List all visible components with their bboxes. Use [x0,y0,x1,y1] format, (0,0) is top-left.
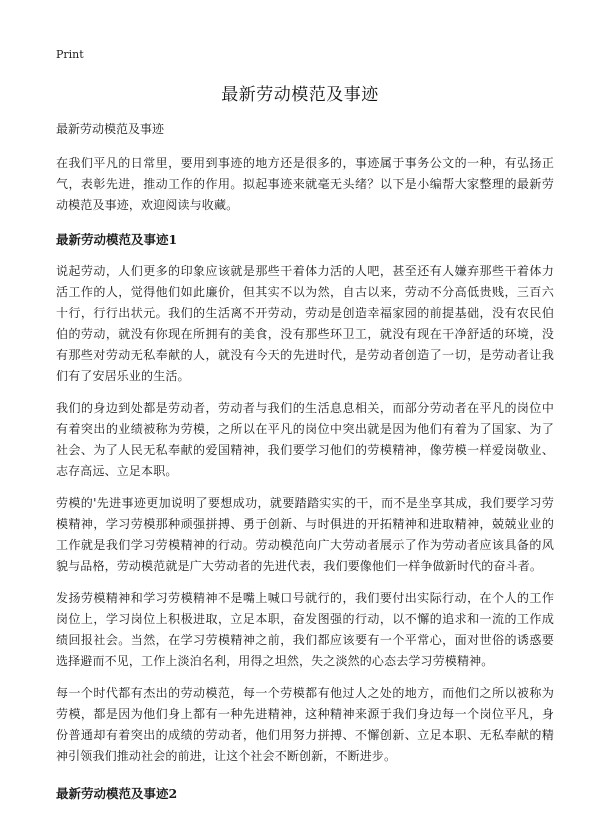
document-body [56,120,554,815]
section-heading-2: 最新劳动模范及事迹2 [56,786,178,801]
section-1-paragraph-3: 劳模的'先进事迹更加说明了要想成功，就要踏踏实实的干，而不是坐享其成，我们要学习劳模精神，学习劳模那种顽强拼搏、勇于创新、与时俱进的开拓精神和进取精神，兢兢业业的工作就是我们学习劳模精神的行动。劳动模范向广大劳动者展示了作为劳动者应该具备的风貌与品格，劳动模范就是广大劳动者的先进代表，我们要像他们一样争做新时代的奋斗者。 [56,496,554,573]
section-1-paragraph-1: 说起劳动，人们更多的印象应该就是那些干着体力活的人吧，甚至还有人嫌弃那些干着体力活工作的人，觉得他们如此廉价，但其实不以为然，自古以来，劳动不分高低贵贱，三百六十行，行行出状元。我们的生活离不开劳动，劳动是创造幸福家园的前提基础，没有农民伯伯的劳动，就没有你现在所拥有的美食，没有那些环卫工，就没有现在干净舒适的环境，没有那些对劳动无私奉献的人，就没有今天的先进时代，是劳动者创造了一切，是劳动者让我们有了安居乐业的生活。 [56,264,554,383]
section-heading-1: 最新劳动模范及事迹1 [56,232,178,247]
section-1-paragraph-2: 我们的身边到处都是劳动者，劳动者与我们的生活息息相关，而部分劳动者在平凡的岗位中有着突出的业绩被称为劳模，之所以在平凡的岗位中突出就是因为他们有着为了国家、为了社会、为了人民无私奉献的爱国精神，我们要学习他们的劳模精神，像劳模一样爱岗敬业、志存高远、立足本职。 [56,401,554,478]
print-link[interactable]: Print [56,48,84,61]
document-subtitle: 最新劳动模范及事迹 [56,122,165,136]
section-1-paragraph-5: 每一个时代都有杰出的劳动模范，每一个劳模都有他过人之处的地方，而他们之所以被称为劳模，都是因为他们身上都有一种先进精神，这种精神来源于我们身边每一个岗位平凡，身份普通却有着突出的成绩的劳动者，他们用努力拼搏、不懈创新、立足本职、无私奉献的精神引领我们推动社会的前进，让这个社会不断创新，不断进步。 [56,686,554,763]
document-title: 最新劳动模范及事迹 [221,85,379,105]
intro-paragraph: 在我们平凡的日常里，要用到事迹的地方还是很多的，事迹属于事务公文的一种，有弘扬正气，表彰先进，推动工作的作用。拟起事迹来就毫无头绪？以下是小编帮大家整理的最新劳动模范及事迹，欢迎阅读与收藏。 [56,156,554,212]
section-1-paragraph-4: 发扬劳模精神和学习劳模精神不是嘴上喊口号就行的，我们要付出实际行动，在个人的工作岗位上，学习岗位上积极进取，立足本职，奋发图强的行动，以不懈的追求和一流的工作成绩回报社会。当然，在学习劳模精神之前，我们都应该要有一个平常心，面对世俗的诱惑要选择避而不见，工作上淡泊名利，用得之坦然，失之淡然的心态去学习劳模精神。 [56,591,554,668]
